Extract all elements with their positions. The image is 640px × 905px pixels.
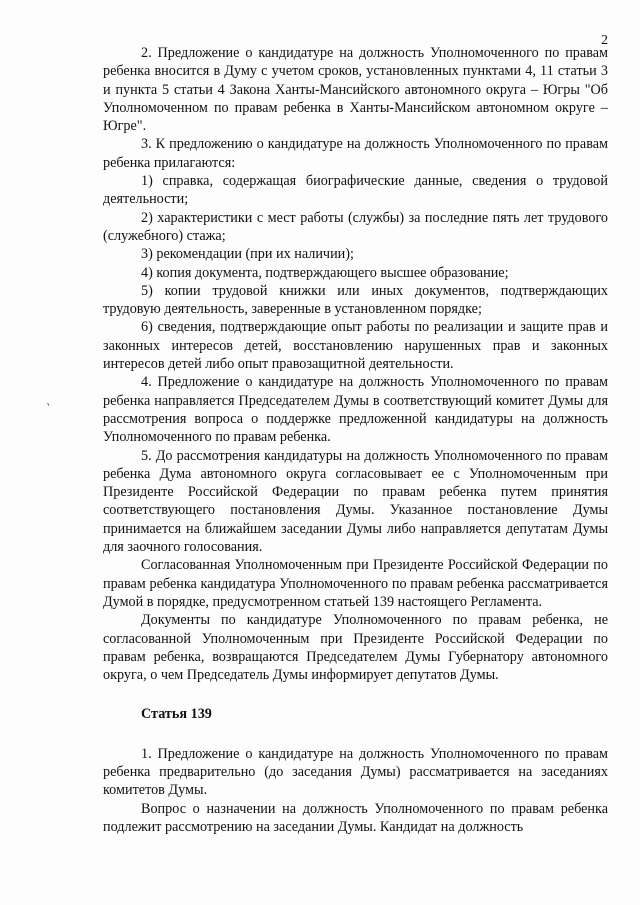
list-item-4: 4) копия документа, подтверждающего высшее образование; bbox=[141, 264, 509, 281]
page-number: 2 bbox=[601, 33, 608, 48]
paragraph-2: 2. Предложение о кандидатуре на должность Уполномоченного по правам ребенка вносится в Думу с учетом сроков, установленных пунктами 4, 11 статьи 3 и пункта 5 статьи 4 Закона Ханты-Мансийского автономного округа – Югры "Об Уполномоченном по правам ребенка в Ханты-Мансийском автономном округе – Югре". bbox=[103, 45, 608, 135]
paragraph-3: 3. К предложению о кандидатуре на должность Уполномоченного по правам ребенка прилагаются: bbox=[103, 136, 608, 171]
list-item-5: 5) копии трудовой книжки или иных документов, подтверждающих трудовую деятельность, заверенные в установленном порядке; bbox=[103, 282, 608, 318]
article-paragraph-question: Вопрос о назначении на должность Уполномоченного по правам ребенка подлежит рассмотрению на заседании Думы. Кандидат на должность bbox=[103, 800, 608, 835]
list-item-2: 2) характеристики с мест работы (службы) за последние пять лет трудового (служебного) стажа; bbox=[103, 209, 608, 244]
document-body bbox=[103, 44, 608, 836]
article-heading: Статья 139 bbox=[141, 706, 212, 723]
list-item-6: 6) сведения, подтверждающие опыт работы по реализации и защите прав и законных интересов детей, восстановлению нарушенных прав и законных интересов детей либо опыт правозащитной деятельности. bbox=[103, 319, 608, 373]
paragraph-4: 4. Предложение о кандидатуре на должность Уполномоченного по правам ребенка направляется Председателем Думы в соответствующий комитет Думы для рассмотрения вопроса о поддержке предложенной кандидатуры на должность Уполномоченного по правам ребенка. bbox=[103, 374, 608, 446]
paragraph-documents-returned: Документы по кандидатуре Уполномоченного по правам ребенка, не согласованной Уполномоченным при Президенте Российской Федерации по правам ребенка, возвращаются Председателем Думы Губернатору автономного округа, о чем Председатель Думы информирует депутатов Думы. bbox=[103, 612, 608, 684]
list-item-1: 1) справка, содержащая биографические данные, сведения о трудовой деятельности; bbox=[103, 173, 608, 208]
paragraph-5: 5. До рассмотрения кандидатуры на должность Уполномоченного по правам ребенка Дума автономного округа согласовывает ее с Уполномоченным при Президенте Российской Федерации по правам ребенка путем принятия соответствующего постановления Думы. Указанное постановление Думы принимается на ближайшем заседании Думы либо направляется депутатам Думы для заочного голосования. bbox=[103, 447, 608, 556]
article-paragraph-1: 1. Предложение о кандидатуре на должность Уполномоченного по правам ребенка предварительно (до заседания Думы) рассматривается на заседаниях комитетов Думы. bbox=[103, 745, 608, 799]
list-item-3: 3) рекомендации (при их наличии); bbox=[141, 246, 354, 263]
paragraph-agreed-candidate: Согласованная Уполномоченным при Президенте Российской Федерации по правам ребенка кандидатура Уполномоченного по правам ребенка рассматривается Думой в порядке, предусмотренном статьей 139 настоящего Регламента. bbox=[103, 557, 608, 610]
margin-mark: ` bbox=[40, 399, 53, 416]
